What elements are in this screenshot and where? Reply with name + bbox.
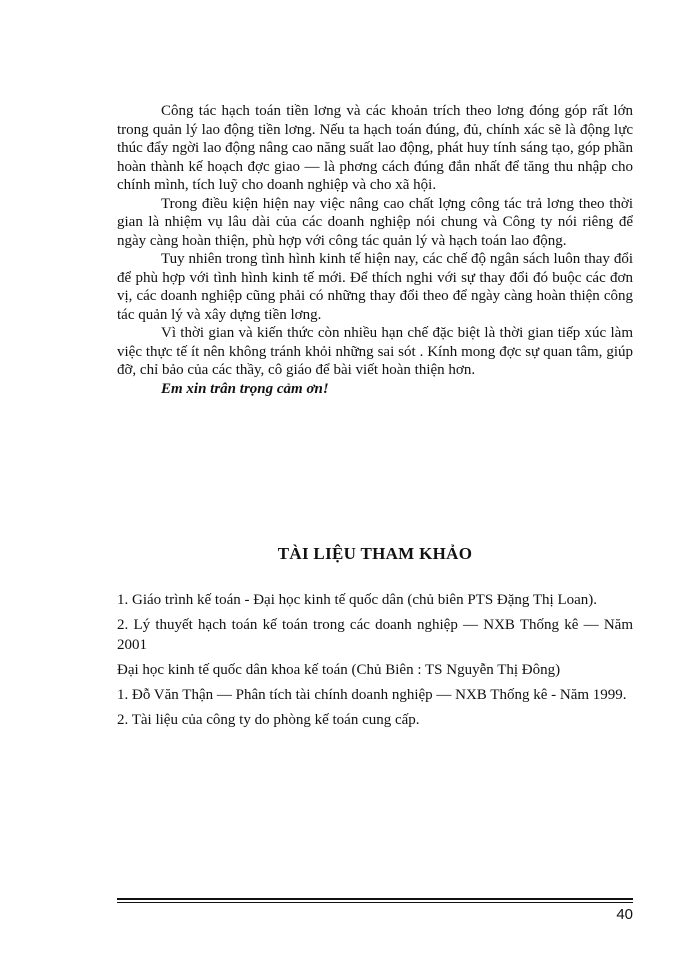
closing-line: Em xin trân trọng cảm ơn! [161, 380, 329, 397]
footer-rule-thick [117, 898, 633, 900]
body-paragraph-2: Trong điều kiện hiện nay việc nâng cao chất lợng công tác trả lơng theo thời gian là nhiệm vụ lâu dài của các doanh nghiệp nói chung và Công ty nói riêng để ngày càng hoàn thiện, phù hợp với công tác quản lý và hạch toán lao động. [117, 195, 633, 249]
reference-item: 1. Đỗ Văn Thận — Phân tích tài chính doanh nghiệp — NXB Thống kê - Năm 1999. [117, 687, 627, 703]
reference-item: Đại học kinh tế quốc dân khoa kế toán (Chủ Biên : TS Nguyễn Thị Đông) [117, 662, 561, 678]
references-list [117, 590, 633, 735]
reference-item: 2. Tài liệu của công ty do phòng kế toán cung cấp. [117, 712, 420, 728]
body-paragraph-4: Vì thời gian và kiến thức còn nhiều hạn chế đặc biệt là thời gian tiếp xúc làm việc thực tế ít nên không tránh khỏi những sai sót . Kính mong đợc sự quan tâm, giúp đỡ, chỉ bảo của các thầy, cô giáo để bài viết hoàn thiện hơn. [117, 325, 633, 378]
page-number: 40 [616, 906, 633, 923]
reference-item: 2. Lý thuyết hạch toán kế toán trong các doanh nghiệp — NXB Thống kê — Năm 2001 [117, 617, 633, 653]
references-heading: TÀI LIỆU THAM KHẢO [277, 544, 473, 563]
body-paragraph-3: Tuy nhiên trong tình hình kinh tế hiện nay, các chế độ ngân sách luôn thay đổi để phù hợp với tình hình kinh tế mới. Để thích nghi với sự thay đổi đó buộc các đơn vị, các doanh nghiệp cũng phải có những thay đổi theo để ngày càng hoàn thiện công tác quản lý và xây dựng tiền lơng. [117, 251, 633, 323]
reference-item: 1. Giáo trình kế toán - Đại học kinh tế quốc dân (chủ biên PTS Đặng Thị Loan). [117, 592, 598, 608]
body-paragraph-1: Công tác hạch toán tiền lơng và các khoản trích theo lơng đóng góp rất lớn trong quản lý lao động tiền lơng. Nếu ta hạch toán đúng, đủ, chính xác sẽ là động lực thúc đẩy ngời lao động nâng cao năng suất lao động, phát huy tính sáng tạo, góp phần hoàn thành kế hoạch đợc giao — là phơng cách đúng đắn nhất để tăng thu nhập cho chính mình, tích luỹ cho doanh nghiệp và cho xã hội. [117, 103, 633, 193]
conclusion-text [117, 102, 633, 398]
footer-rule-thin [117, 902, 633, 903]
